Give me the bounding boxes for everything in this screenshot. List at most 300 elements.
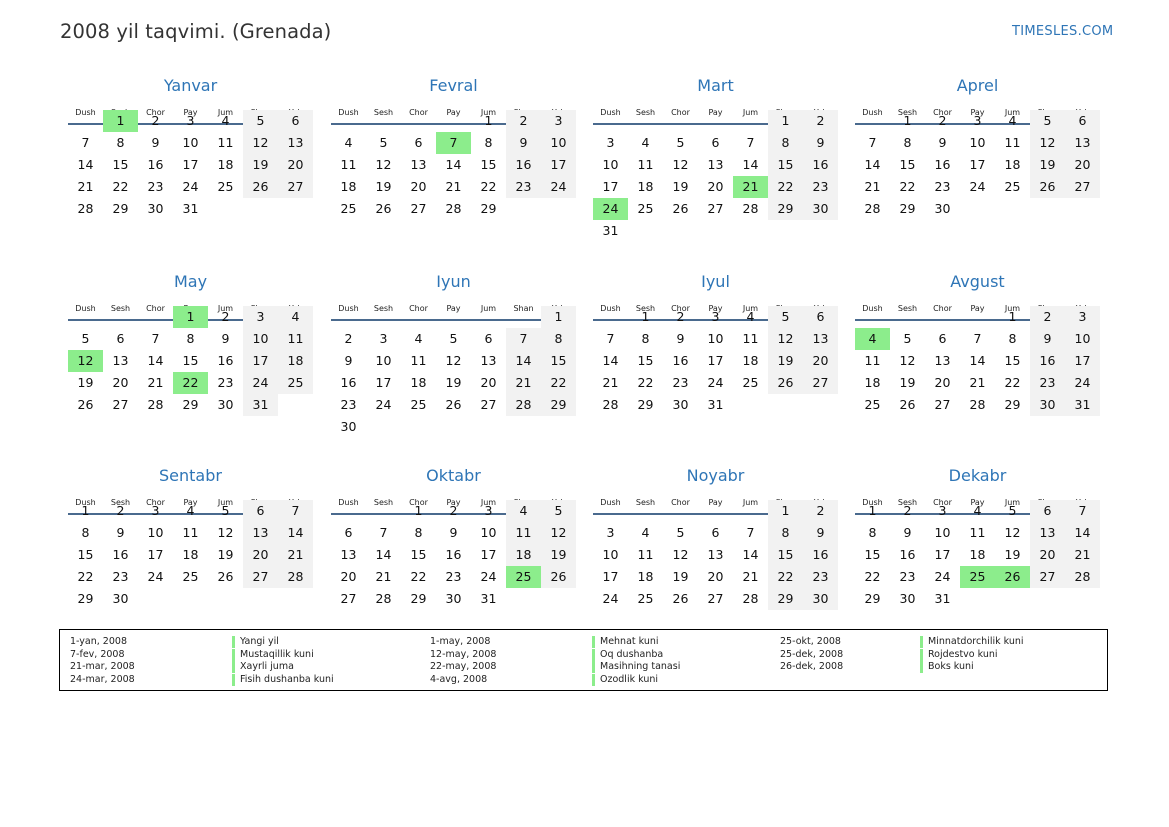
day-cell: 23	[1030, 372, 1065, 394]
day-cell: 6	[116, 331, 125, 346]
day-cell: 7	[278, 500, 313, 522]
day-cell: 9	[116, 525, 125, 540]
day-cell: 11	[969, 525, 986, 540]
legend-date: 26-dek, 2008	[780, 661, 844, 672]
day-cell: 25	[1004, 179, 1021, 194]
weekday-header: Pay	[183, 108, 198, 117]
day-cell: 13	[410, 157, 427, 172]
holiday-day-cell: 25	[960, 566, 995, 588]
day-cell: 9	[221, 331, 230, 346]
holiday-legend	[59, 629, 1108, 691]
weekday-header: Dush	[600, 108, 621, 117]
day-cell: 19	[672, 569, 689, 584]
day-cell: 3	[484, 503, 493, 518]
day-cell: 9	[151, 135, 160, 150]
legend-date: 12-may, 2008	[430, 648, 497, 660]
day-cell: 29	[541, 394, 576, 416]
day-cell: 30	[147, 201, 164, 216]
day-cell: 19	[217, 547, 234, 562]
day-cell: 4	[746, 309, 755, 324]
day-cell: 29	[637, 397, 654, 412]
weekday-header: Pay	[970, 304, 985, 313]
legend-date: 4-avg, 2008	[430, 673, 488, 685]
day-cell: 23	[934, 179, 951, 194]
day-cell: 13	[1030, 522, 1065, 544]
weekday-header: Jum	[480, 498, 497, 507]
day-cell: 8	[541, 328, 576, 350]
day-cell: 14	[77, 157, 94, 172]
day-cell: 16	[672, 353, 689, 368]
day-cell: 30	[1030, 394, 1065, 416]
legend-holiday-name: Mustaqillik kuni	[232, 649, 314, 661]
day-cell: 19	[672, 179, 689, 194]
day-cell: 26	[445, 397, 462, 412]
day-cell: 28	[1065, 566, 1100, 588]
day-cell: 9	[803, 522, 838, 544]
day-cell: 23	[217, 375, 234, 390]
day-cell: 15	[899, 157, 916, 172]
day-cell: 16	[506, 154, 541, 176]
day-cell: 6	[243, 500, 278, 522]
day-cell: 28	[147, 397, 164, 412]
day-cell: 8	[868, 525, 877, 540]
day-cell: 25	[637, 591, 654, 606]
day-cell: 5	[243, 110, 278, 132]
day-cell: 21	[375, 569, 392, 584]
day-cell: 1	[903, 113, 912, 128]
day-cell: 16	[1030, 350, 1065, 372]
day-cell: 18	[742, 353, 759, 368]
day-cell: 13	[340, 547, 357, 562]
day-cell: 5	[81, 331, 90, 346]
day-cell: 2	[938, 113, 947, 128]
day-cell: 26	[375, 201, 392, 216]
day-cell: 14	[969, 353, 986, 368]
weekday-header: Pay	[446, 108, 461, 117]
weekday-header: Jum	[742, 304, 759, 313]
day-cell: 26	[672, 201, 689, 216]
day-cell: 4	[344, 135, 353, 150]
day-cell: 27	[803, 372, 838, 394]
weekday-header: Dush	[862, 304, 883, 313]
day-cell: 14	[742, 157, 759, 172]
day-cell: 21	[742, 569, 759, 584]
day-cell: 19	[1004, 547, 1021, 562]
day-cell: 25	[217, 179, 234, 194]
day-cell: 24	[375, 397, 392, 412]
legend-date: 25-dek, 2008	[780, 648, 844, 660]
day-cell: 3	[973, 113, 982, 128]
day-cell: 28	[375, 591, 392, 606]
day-cell: 5	[449, 331, 458, 346]
day-cell: 2	[676, 309, 685, 324]
day-cell: 5	[768, 306, 803, 328]
day-cell: 6	[414, 135, 423, 150]
legend-date: 24-mar, 2008	[70, 673, 135, 685]
day-cell: 11	[278, 328, 313, 350]
day-cell: 29	[864, 591, 881, 606]
day-cell: 5	[676, 135, 685, 150]
day-cell: 24	[480, 569, 497, 584]
day-cell: 7	[868, 135, 877, 150]
month-yanvar	[68, 76, 313, 272]
day-cell: 15	[182, 353, 199, 368]
day-cell: 21	[278, 544, 313, 566]
day-cell: 28	[969, 397, 986, 412]
day-cell: 13	[707, 157, 724, 172]
weekday-header: Pay	[446, 498, 461, 507]
day-cell: 17	[934, 547, 951, 562]
day-cell: 26	[541, 566, 576, 588]
day-cell: 3	[1065, 306, 1100, 328]
weekday-header: Chor	[409, 108, 428, 117]
day-cell: 25	[410, 397, 427, 412]
day-cell: 19	[768, 350, 803, 372]
day-cell: 7	[746, 135, 755, 150]
weekday-header: Sesh	[897, 498, 918, 507]
month-iyun	[331, 272, 576, 468]
day-cell: 1	[484, 113, 493, 128]
day-cell: 10	[147, 525, 164, 540]
weekday-header: Chor	[146, 304, 165, 313]
holiday-day-cell: 1	[173, 306, 208, 328]
legend-holiday-name: Boks kuni	[920, 661, 974, 673]
day-cell: 9	[1030, 328, 1065, 350]
day-cell: 24	[707, 375, 724, 390]
day-cell: 2	[151, 113, 160, 128]
day-cell: 28	[445, 201, 462, 216]
day-cell: 25	[340, 201, 357, 216]
day-cell: 20	[707, 569, 724, 584]
day-cell: 20	[707, 179, 724, 194]
weekday-header: Sesh	[110, 304, 131, 313]
weekday-header: Jum	[217, 108, 234, 117]
day-cell: 4	[641, 525, 650, 540]
day-cell: 13	[707, 547, 724, 562]
weekday-header: Pay	[970, 108, 985, 117]
day-cell: 24	[1065, 372, 1100, 394]
month-name: Noyabr	[686, 466, 745, 485]
day-cell: 26	[243, 176, 278, 198]
day-cell: 29	[480, 201, 497, 216]
day-cell: 4	[186, 503, 195, 518]
day-cell: 9	[803, 132, 838, 154]
holiday-day-cell: 26	[995, 566, 1030, 588]
legend-holiday-name: Masihning tanasi	[592, 661, 680, 673]
day-cell: 24	[147, 569, 164, 584]
day-cell: 8	[641, 331, 650, 346]
legend-date: 22-may, 2008	[430, 661, 497, 672]
day-cell: 18	[182, 547, 199, 562]
holiday-day-cell: 22	[173, 372, 208, 394]
day-cell: 1	[868, 503, 877, 518]
day-cell: 13	[1065, 132, 1100, 154]
day-cell: 15	[480, 157, 497, 172]
day-cell: 8	[768, 522, 803, 544]
weekday-header: Shan	[513, 304, 534, 313]
weekday-header: Dush	[862, 498, 883, 507]
weekday-header: Jum	[480, 304, 497, 313]
day-cell: 17	[243, 350, 278, 372]
day-cell: 6	[711, 135, 720, 150]
month-name: Oktabr	[426, 466, 481, 485]
legend-date: 25-okt, 2008	[780, 636, 841, 647]
weekday-header: Dush	[600, 498, 621, 507]
weekday-header: Sesh	[897, 108, 918, 117]
month-name: Mart	[697, 76, 734, 95]
day-cell: 31	[480, 591, 497, 606]
day-cell: 28	[506, 394, 541, 416]
day-cell: 10	[602, 547, 619, 562]
day-cell: 30	[445, 591, 462, 606]
day-cell: 3	[606, 525, 615, 540]
day-cell: 11	[637, 157, 654, 172]
weekday-header: Pay	[708, 108, 723, 117]
day-cell: 12	[1030, 132, 1065, 154]
day-cell: 1	[541, 306, 576, 328]
weekday-header: Dush	[600, 304, 621, 313]
day-cell: 29	[182, 397, 199, 412]
day-cell: 29	[899, 201, 916, 216]
day-cell: 23	[340, 397, 357, 412]
day-cell: 18	[1004, 157, 1021, 172]
month-name: Yanvar	[163, 76, 218, 95]
day-cell: 1	[414, 503, 423, 518]
day-cell: 12	[217, 525, 234, 540]
weekday-header: Pay	[708, 304, 723, 313]
day-cell: 23	[899, 569, 916, 584]
day-cell: 14	[147, 353, 164, 368]
day-cell: 6	[278, 110, 313, 132]
day-cell: 29	[112, 201, 129, 216]
month-name: Iyun	[436, 272, 471, 291]
day-cell: 14	[602, 353, 619, 368]
day-cell: 21	[1065, 544, 1100, 566]
day-cell: 28	[864, 201, 881, 216]
holiday-day-cell: 4	[855, 328, 890, 350]
day-cell: 31	[934, 591, 951, 606]
day-cell: 30	[672, 397, 689, 412]
weekday-header: Dush	[75, 108, 96, 117]
legend-holiday-name: Rojdestvo kuni	[920, 649, 998, 661]
day-cell: 27	[480, 397, 497, 412]
weekday-header: Sesh	[373, 108, 394, 117]
month-avgust	[855, 272, 1100, 468]
day-cell: 5	[1030, 110, 1065, 132]
day-cell: 25	[742, 375, 759, 390]
day-cell: 7	[1065, 500, 1100, 522]
day-cell: 8	[903, 135, 912, 150]
day-cell: 12	[672, 157, 689, 172]
day-cell: 22	[77, 569, 94, 584]
day-cell: 16	[147, 157, 164, 172]
day-cell: 25	[182, 569, 199, 584]
day-cell: 14	[506, 350, 541, 372]
legend-date: 1-yan, 2008	[70, 636, 127, 647]
day-cell: 27	[340, 591, 357, 606]
legend-holiday-name: Yangi yil	[232, 636, 279, 648]
day-cell: 30	[899, 591, 916, 606]
day-cell: 14	[742, 547, 759, 562]
day-cell: 20	[1030, 544, 1065, 566]
day-cell: 17	[602, 179, 619, 194]
day-cell: 3	[243, 306, 278, 328]
day-cell: 2	[506, 110, 541, 132]
day-cell: 3	[711, 309, 720, 324]
day-cell: 22	[541, 372, 576, 394]
day-cell: 24	[243, 372, 278, 394]
day-cell: 10	[1065, 328, 1100, 350]
weekday-header: Jum	[217, 498, 234, 507]
day-cell: 6	[803, 306, 838, 328]
day-cell: 5	[221, 503, 230, 518]
day-cell: 25	[637, 201, 654, 216]
day-cell: 20	[480, 375, 497, 390]
day-cell: 31	[1065, 394, 1100, 416]
day-cell: 7	[379, 525, 388, 540]
weekday-header: Chor	[671, 304, 690, 313]
legend-holiday-name: Fisih dushanba kuni	[232, 674, 334, 686]
day-cell: 2	[1030, 306, 1065, 328]
day-cell: 20	[934, 375, 951, 390]
day-cell: 7	[606, 331, 615, 346]
weekday-header: Pay	[708, 498, 723, 507]
day-cell: 1	[81, 503, 90, 518]
day-cell: 19	[243, 154, 278, 176]
weekday-header: Sesh	[373, 304, 394, 313]
day-cell: 15	[77, 547, 94, 562]
month-name: Fevral	[429, 76, 478, 95]
weekday-header: Sesh	[635, 108, 656, 117]
day-cell: 8	[116, 135, 125, 150]
day-cell: 12	[899, 353, 916, 368]
day-cell: 18	[278, 350, 313, 372]
day-cell: 1	[1008, 309, 1017, 324]
holiday-day-cell: 1	[103, 110, 138, 132]
day-cell: 26	[672, 591, 689, 606]
day-cell: 12	[768, 328, 803, 350]
day-cell: 22	[864, 569, 881, 584]
day-cell: 2	[803, 500, 838, 522]
day-cell: 29	[768, 588, 803, 610]
day-cell: 7	[506, 328, 541, 350]
day-cell: 7	[81, 135, 90, 150]
weekday-header: Dush	[75, 498, 96, 507]
day-cell: 14	[1065, 522, 1100, 544]
day-cell: 12	[541, 522, 576, 544]
day-cell: 24	[541, 176, 576, 198]
day-cell: 22	[899, 179, 916, 194]
day-cell: 24	[602, 591, 619, 606]
day-cell: 30	[934, 201, 951, 216]
day-cell: 4	[973, 503, 982, 518]
legend-holiday-name: Minnatdorchilik kuni	[920, 636, 1024, 648]
day-cell: 21	[602, 375, 619, 390]
day-cell: 7	[151, 331, 160, 346]
day-cell: 28	[742, 201, 759, 216]
day-cell: 22	[637, 375, 654, 390]
day-cell: 29	[768, 198, 803, 220]
day-cell: 21	[969, 375, 986, 390]
day-cell: 4	[641, 135, 650, 150]
day-cell: 12	[375, 157, 392, 172]
day-cell: 26	[768, 372, 803, 394]
day-cell: 2	[116, 503, 125, 518]
day-cell: 9	[344, 353, 353, 368]
day-cell: 11	[864, 353, 881, 368]
day-cell: 8	[768, 132, 803, 154]
day-cell: 5	[1008, 503, 1017, 518]
day-cell: 27	[112, 397, 129, 412]
day-cell: 18	[864, 375, 881, 390]
day-cell: 31	[707, 397, 724, 412]
day-cell: 16	[340, 375, 357, 390]
holiday-day-cell: 25	[506, 566, 541, 588]
day-cell: 20	[340, 569, 357, 584]
day-cell: 5	[903, 331, 912, 346]
page-title: 2008 yil taqvimi. (Grenada)	[60, 20, 332, 43]
month-iyul	[593, 272, 838, 468]
day-cell: 9	[938, 135, 947, 150]
month-aprel	[855, 76, 1100, 272]
weekday-header: Sesh	[373, 498, 394, 507]
day-cell: 29	[410, 591, 427, 606]
day-cell: 20	[803, 350, 838, 372]
day-cell: 20	[112, 375, 129, 390]
day-cell: 11	[340, 157, 357, 172]
day-cell: 5	[379, 135, 388, 150]
day-cell: 2	[803, 110, 838, 132]
day-cell: 6	[711, 525, 720, 540]
month-mart	[593, 76, 838, 272]
day-cell: 9	[676, 331, 685, 346]
day-cell: 17	[375, 375, 392, 390]
day-cell: 14	[375, 547, 392, 562]
weekday-header: Sesh	[635, 498, 656, 507]
day-cell: 11	[742, 331, 759, 346]
day-cell: 15	[410, 547, 427, 562]
day-cell: 22	[410, 569, 427, 584]
day-cell: 29	[77, 591, 94, 606]
day-cell: 31	[243, 394, 278, 416]
day-cell: 1	[641, 309, 650, 324]
day-cell: 2	[221, 309, 230, 324]
day-cell: 25	[864, 397, 881, 412]
month-name: May	[173, 272, 208, 291]
day-cell: 30	[112, 591, 129, 606]
weekday-header: Dush	[338, 498, 359, 507]
day-cell: 28	[278, 566, 313, 588]
day-cell: 13	[803, 328, 838, 350]
weekday-header: Dush	[338, 108, 359, 117]
day-cell: 4	[414, 331, 423, 346]
weekday-header: Chor	[671, 108, 690, 117]
day-cell: 12	[672, 547, 689, 562]
day-cell: 18	[340, 179, 357, 194]
day-cell: 28	[742, 591, 759, 606]
day-cell: 19	[899, 375, 916, 390]
day-cell: 20	[1065, 154, 1100, 176]
weekday-header: Jum	[217, 304, 234, 313]
day-cell: 6	[484, 331, 493, 346]
day-cell: 22	[768, 566, 803, 588]
day-cell: 5	[541, 500, 576, 522]
day-cell: 16	[445, 547, 462, 562]
day-cell: 8	[81, 525, 90, 540]
day-cell: 6	[344, 525, 353, 540]
weekday-header: Jum	[742, 498, 759, 507]
brand-link[interactable]: TIMESLES.COM	[1012, 24, 1114, 39]
